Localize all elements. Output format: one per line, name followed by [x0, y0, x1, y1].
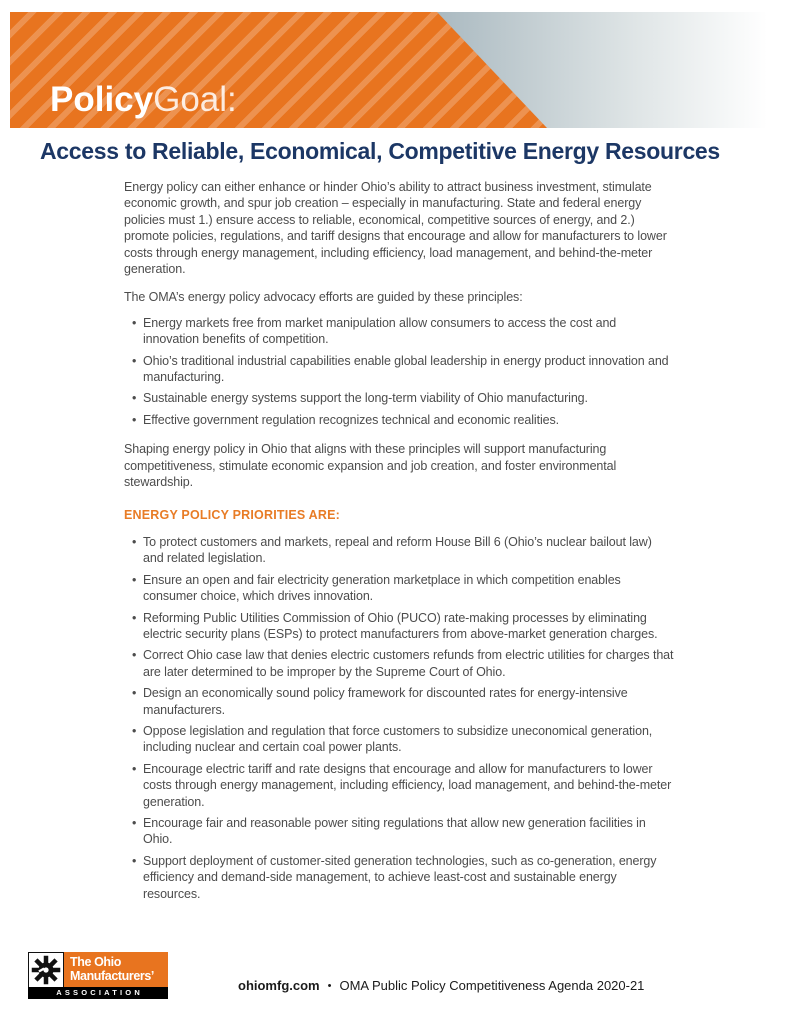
- list-item: [124, 761, 674, 810]
- footer-website-link[interactable]: ohiomfg.com: [238, 978, 320, 993]
- principle-text: Ohio’s traditional industrial capabilities enable global leadership in energy product innovation and manufacturing.: [143, 353, 669, 385]
- policy-goal-banner: [10, 12, 791, 128]
- logo-wordmark: [64, 952, 168, 987]
- shaping-paragraph: Shaping energy policy in Ohio that aligns with these principles will support manufacturing competitiveness, stimulate economic expansion and job creation, and foster environmental stewardship.: [124, 442, 617, 490]
- intro-paragraph: Energy policy can either enhance or hinder Ohio’s ability to attract business investment, stimulate economic growth, and spur job creation – especially in manufacturing. State and federal energy policies must 1.) ensure access to reliable, economical, competitive sources of energy, and 2.) promote policies, regulations, and tariff designs that encourage and allow for manufacturers to lower costs through energy management, including efficiency, load management, and behind-the-meter generation.: [124, 180, 667, 277]
- priority-text: Design an economically sound policy framework for discounted rates for energy-intensive manufacturers.: [143, 686, 628, 717]
- list-item: [124, 412, 674, 428]
- footer-separator-dot: •: [327, 980, 332, 992]
- list-item: [124, 815, 674, 848]
- priority-text: Correct Ohio case law that denies electric customers refunds from electric utilities for charges that are later determined to be improper by the Supreme Court of Ohio.: [143, 648, 674, 679]
- priority-text: Support deployment of customer-sited generation technologies, such as co-generation, energy efficiency and demand-side management, to achieve least-cost and sustainable energy resources.: [143, 853, 657, 901]
- priority-text: Encourage electric tariff and rate designs that encourage and allow for manufacturers to lower costs through energy management, including efficiency, load management, and behind-the-meter generation.: [143, 761, 672, 809]
- priority-text: Encourage fair and reasonable power siting regulations that allow new generation facilities in Ohio.: [143, 816, 646, 847]
- principle-text: Energy markets free from market manipulation allow consumers to access the cost and innovation benefits of competition.: [143, 315, 617, 347]
- list-item: [124, 723, 674, 756]
- banner-title: [50, 82, 237, 117]
- banner-title-policy: Policy: [50, 80, 154, 119]
- gear-icon: [28, 952, 64, 987]
- oma-logo-main: [28, 952, 168, 987]
- principles-list: [124, 315, 674, 428]
- principles-lead: The OMA’s energy policy advocacy efforts are guided by these principles:: [124, 290, 523, 305]
- principle-text: Effective government regulation recognizes technical and economic realities.: [143, 412, 560, 427]
- list-item: [124, 647, 674, 680]
- principle-text: Sustainable energy systems support the long-term viability of Ohio manufacturing.: [143, 391, 588, 406]
- priorities-list: [124, 534, 674, 902]
- priorities-heading: ENERGY POLICY PRIORITIES ARE:: [124, 507, 341, 522]
- footer-text: [238, 978, 644, 993]
- list-item: [124, 534, 674, 567]
- priority-text: Oppose legislation and regulation that force customers to subsidize uneconomical generation, including nuclear and certain coal power plants.: [143, 723, 653, 755]
- list-item: [124, 853, 674, 902]
- list-item: [124, 353, 674, 386]
- logo-association-bar: ASSOCIATION: [28, 987, 168, 999]
- list-item: [124, 610, 674, 643]
- list-item: [124, 315, 674, 348]
- page-title: Access to Reliable, Economical, Competitive Energy Resources: [40, 138, 720, 164]
- priority-text: Reforming Public Utilities Commission of Ohio (PUCO) rate-making processes by eliminating electric security plans (ESPs) to protect manufacturers from above-market generation charges.: [143, 610, 658, 641]
- list-item: [124, 572, 674, 605]
- oma-logo: [28, 952, 168, 999]
- footer-agenda-label: OMA Public Policy Competitiveness Agenda 2020-21: [339, 978, 645, 993]
- list-item: [124, 390, 674, 406]
- logo-line-the-ohio: The Ohio: [70, 955, 121, 969]
- logo-line-manufacturers: Manufacturers’: [70, 969, 155, 983]
- priority-text: To protect customers and markets, repeal and reform House Bill 6 (Ohio’s nuclear bailout law) and related legislation.: [143, 534, 652, 566]
- banner-title-goal: Goal:: [153, 80, 237, 119]
- priority-text: Ensure an open and fair electricity generation marketplace in which competition enables consumer choice, which drives innovation.: [143, 572, 621, 604]
- list-item: [124, 685, 674, 718]
- document-body: [124, 179, 674, 915]
